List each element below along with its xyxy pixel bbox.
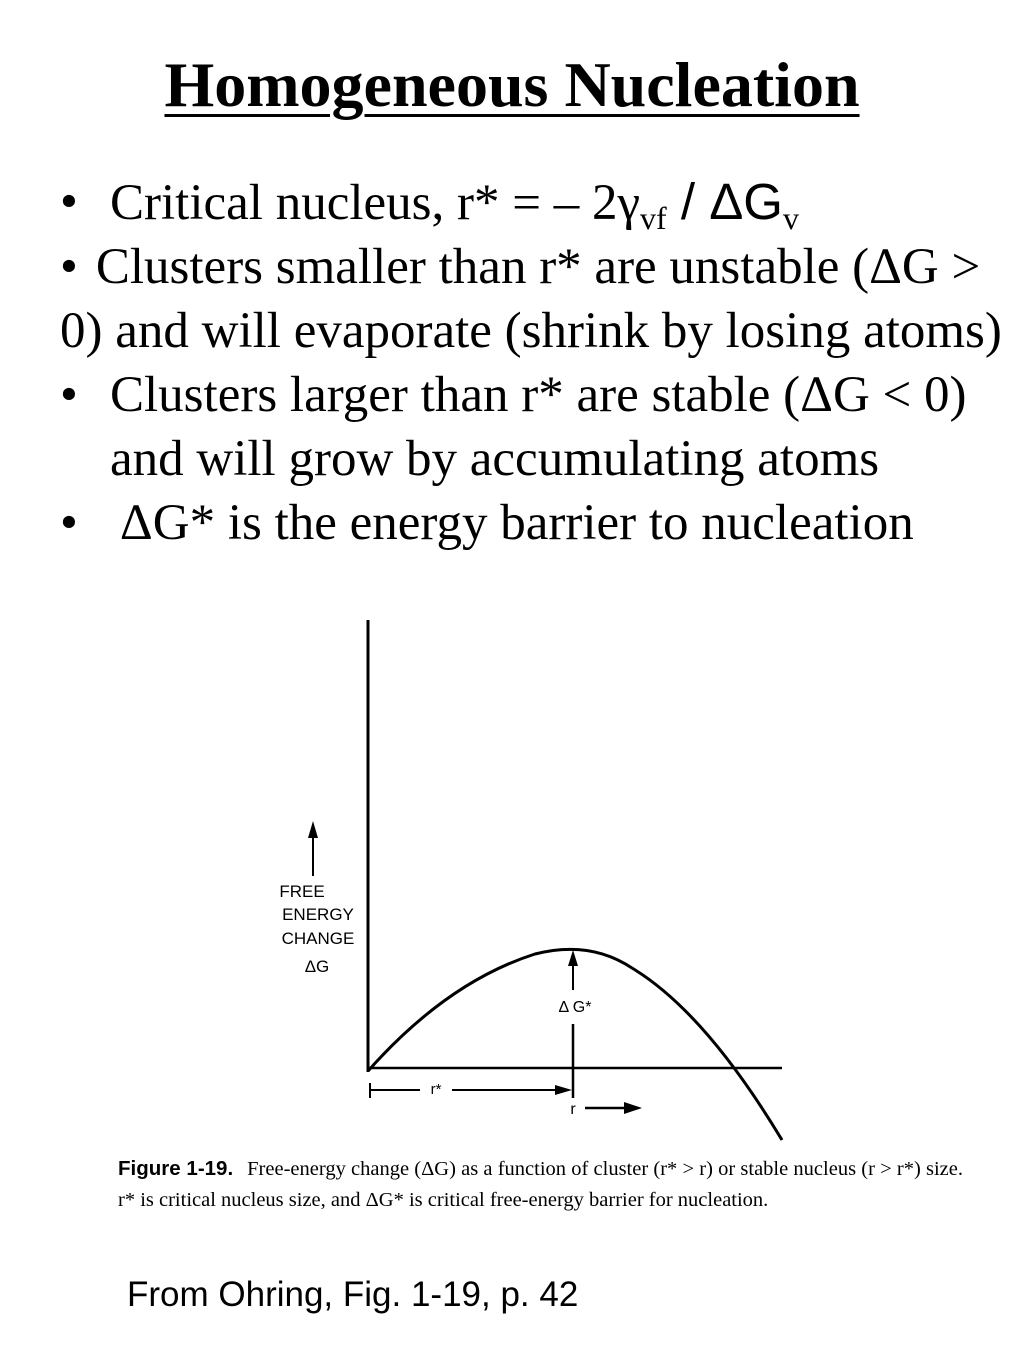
figure-caption (118, 1153, 963, 1216)
r-arrow-head-icon (624, 1102, 642, 1114)
bullet-text: ΔG* is the energy barrier to nucleation (110, 495, 914, 551)
rstar-label: r* (430, 1081, 442, 1098)
caption-label: Figure 1-19. (118, 1157, 234, 1180)
bullet-text: Clusters smaller than r* are unstable (ΔG > 0) and will evaporate (shrink by losing atoms) (60, 239, 1002, 359)
barrier-arrow-head-icon (568, 950, 578, 966)
bullet-marker: • (60, 239, 78, 295)
bullet-marker: • (60, 174, 78, 230)
bullet-marker: • (60, 495, 78, 551)
bullet-text: Clusters larger than r* are stable (ΔG < 0) and will grow by accumulating atoms (110, 367, 967, 487)
barrier-label: Δ G* (558, 999, 592, 1016)
source-citation: From Ohring, Fig. 1-19, p. 42 (127, 1275, 579, 1314)
caption-text: Free-energy change (ΔG) as a function of cluster (r* > r) or stable nucleus (r > r*) size. r* is critical nucleus size, and ΔG* is critical free-energy barrier for nucleation. (118, 1158, 963, 1211)
y-label-line: FREE (279, 882, 325, 901)
y-label-line: ΔG (304, 957, 330, 976)
r-axis-label: r (570, 1101, 576, 1118)
slide-title: Homogeneous Nucleation (164, 49, 860, 120)
bullet-marker: • (60, 367, 78, 423)
y-label-line: ENERGY (282, 905, 354, 924)
bullet-text-formula: Critical nucleus, r* = – $2\gamma_{vf} / \Delta G_v$ (110, 173, 799, 236)
y-axis-label (279, 882, 354, 976)
rstar-arrow-head-icon (555, 1085, 572, 1095)
y-arrow-head-icon (308, 821, 318, 838)
y-label-line: CHANGE (281, 929, 355, 948)
